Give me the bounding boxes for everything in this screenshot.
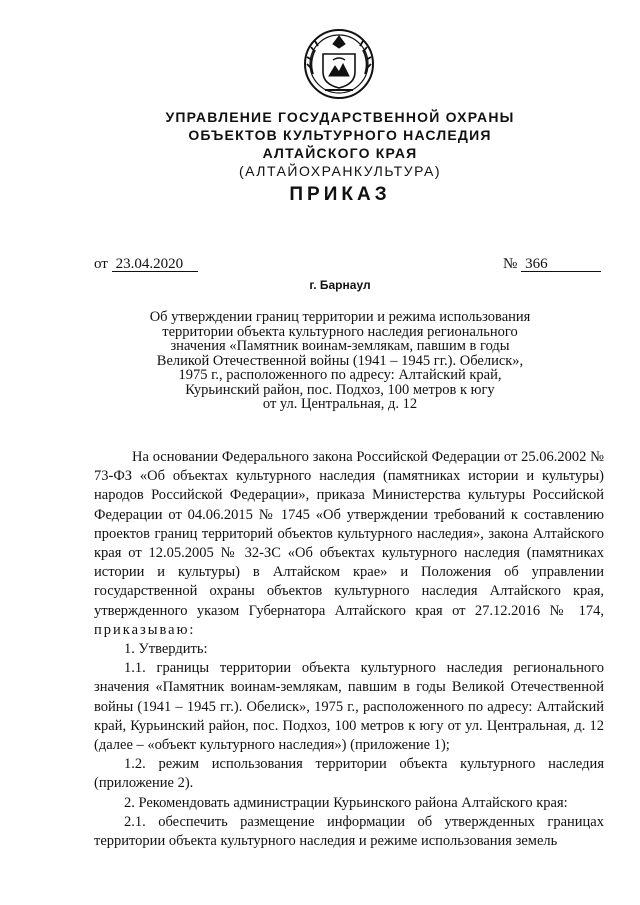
subject-line: территории объекта культурного наследия регионального <box>162 323 518 340</box>
org-line-2: ОБЪЕКТОВ КУЛЬТУРНОГО НАСЛЕДИЯ <box>188 127 492 143</box>
subject-line: значения «Памятник воинам-землякам, павшим в годы <box>170 338 510 354</box>
subject-line: 1975 г., расположенного по адресу: Алтайский край, <box>178 367 502 383</box>
document-subject <box>130 310 550 412</box>
subject-line: Великой Отечественной войны (1941 – 1945 гг.). Обелиск», <box>156 352 524 369</box>
coat-of-arms-emblem <box>299 24 379 104</box>
document-city: г. Барнаул <box>309 278 371 292</box>
item-paragraph: 1.2. режим использования территории объекта культурного наследия (приложение 2). <box>94 756 604 792</box>
item-paragraph: 2.1. обеспечить размещение информации об утвержденных границах территории объекта культурного наследия и режиме использования земель <box>94 813 604 850</box>
preamble-text: На основании Федерального закона Российской Федерации от 25.06.2002 № 73-ФЗ «Об объектах культурного наследия (памятниках истории и культуры) народов Российской Федерации», приказа Министерства культуры Российской Федерации от 04.06.2015 № 1745 «Об утверждении требований к составлению проектов границ территорий объектов культурного наследия», закона Алтайского края от 12.05.2005 № 32-ЗС «Об объектах культурного наследия (памятниках истории и культуры) в Алтайском крае» и Положения об управлении государственной охраны объектов культурного наследия Алтайского края, утвержденного указом Губернатора Алтайского края от 27.12.2016 № 174, <box>94 449 604 619</box>
item-paragraph: 1.1. границы территории объекта культурного наследия регионального значения «Памятник воинам-землякам, павшим в годы Великой Отечественной войны (1941 – 1945 гг.). Обелиск», 1975 г., расположенного по адресу: Алтайский край, Курьинский район, пос. Подхоз, 100 метров к югу от ул. Центральная, д. 12 (далее – «объект культурного наследия») (приложение 1); <box>94 660 604 754</box>
org-line-4: (АЛТАЙОХРАНКУЛЬТУРА) <box>239 163 441 179</box>
org-line-3: АЛТАЙСКОГО КРАЯ <box>262 145 418 161</box>
date-prefix: от <box>94 256 108 272</box>
org-line-1: УПРАВЛЕНИЕ ГОСУДАРСТВЕННОЙ ОХРАНЫ <box>165 109 515 125</box>
order-word: приказываю: <box>94 621 196 638</box>
document-date <box>94 256 198 273</box>
number-value: 366 <box>521 257 601 272</box>
organization-name <box>120 108 560 180</box>
preamble-paragraph <box>94 448 604 640</box>
document-type: ПРИКАЗ <box>289 184 391 205</box>
document-body <box>94 448 604 851</box>
subject-line: Об утверждении границ территории и режима использования <box>149 309 531 325</box>
item-paragraph: 2. Рекомендовать администрации Курьинского района Алтайского края: <box>124 794 568 811</box>
number-prefix: № <box>503 256 518 272</box>
date-value: 23.04.2020 <box>112 257 198 272</box>
document-number <box>503 256 601 273</box>
subject-line: Курьинский район, пос. Подхоз, 100 метров к югу <box>185 381 495 398</box>
subject-line: от ул. Центральная, д. 12 <box>262 396 418 412</box>
item-paragraph: 1. Утвердить: <box>124 641 208 658</box>
